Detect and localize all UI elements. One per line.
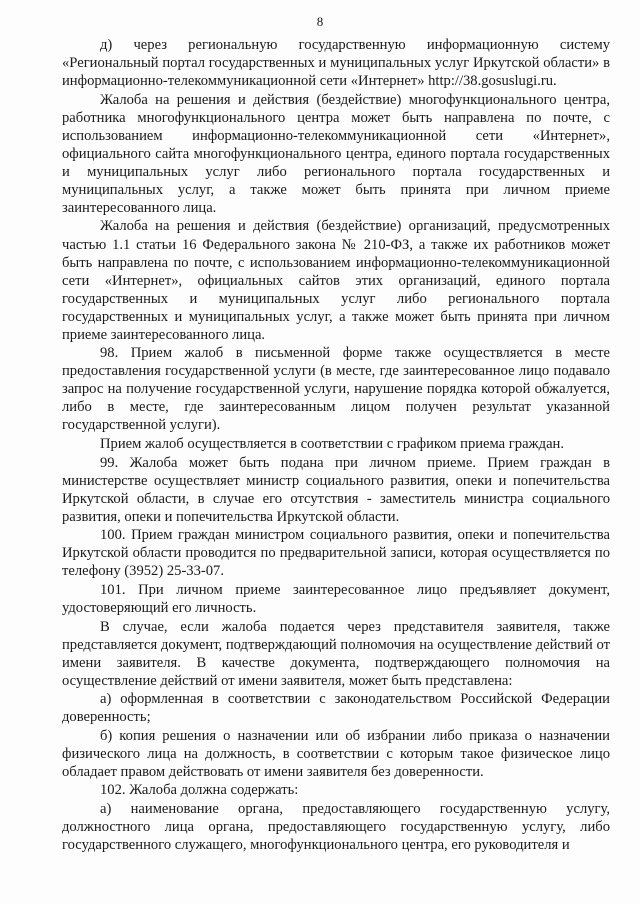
paragraph: 101. При личном приеме заинтересованное лицо предъявляет документ, удостоверяющий его личность. bbox=[62, 581, 610, 616]
paragraph: 102. Жалоба должна содержать: bbox=[100, 782, 299, 799]
paragraph: 98. Прием жалоб в письменной форме также осуществляется в месте предоставления государственной услуги (в месте, где заинтересованное лицо подавало запрос на получение государственной услуги, нарушение порядка которой обжалуется, либо в месте, где заинтересованным лицом получен результат указанной государственной услуги). bbox=[62, 345, 610, 434]
paragraph: д) через региональную государственную информационную систему «Региональный портал государственных и муниципальных услуг Иркутской области» в информационно-телекоммуникационной сети «Интернет» http://38.gosuslugi.ru. bbox=[62, 37, 610, 90]
paragraph: б) копия решения о назначении или об избрании либо приказа о назначении физического лица на должность, в соответствии с которым такое физическое лицо обладает правом действовать от имени заявителя без доверенности. bbox=[62, 727, 610, 780]
paragraph: Прием жалоб осуществляется в соответствии с графиком приема граждан. bbox=[100, 436, 564, 453]
paragraph: а) наименование органа, предоставляющего государственную услугу, должностного лица органа, предоставляющего государственную услугу, либо государственного служащего, многофункционального центра, его руководителя и bbox=[62, 800, 610, 854]
paragraph: Жалоба на решения и действия (бездействие) организаций, предусмотренных частью 1.1 статьи 16 Федерального закона № 210-ФЗ, а также их работников может быть направлена по почте, с использованием информационно-телекоммуникационной сети «Интернет», официальных сайтов этих организаций, единого портала государственных и муниципальных услуг либо регионального портала государственных и муниципальных услуг, а также может быть принята при личном приеме заинтересованного лица. bbox=[62, 218, 610, 343]
paragraph: В случае, если жалоба подается через представителя заявителя, также представляется документ, подтверждающий полномочия на осуществление действий от имени заявителя. В качестве документа, подтверждающего полномочия на осуществление действий от имени заявителя, может быть представлена: bbox=[62, 618, 610, 689]
paragraph: 100. Прием граждан министром социального развития, опеки и попечительства Иркутской области проводится по предварительной записи, которая осуществляется по телефону (3952) 25-33-07. bbox=[62, 527, 610, 580]
document-body bbox=[62, 36, 610, 855]
paragraph: 99. Жалоба может быть подана при личном приеме. Прием граждан в министерстве осуществляет министр социального развития, опеки и попечительства Иркутской области, в случае его отсутствия - заместитель министра социального развития, опеки и попечительства Иркутской области. bbox=[62, 454, 610, 525]
paragraph: Жалоба на решения и действия (бездействие) многофункционального центра, работника многофункционального центра может быть направлена по почте, с использованием информационно-телекоммуникационной сети «Интернет», официального сайта многофункционального центра, единого портала государственных и муниципальных услуг либо регионального портала государственных и муниципальных услуг, а также может быть принята при личном приеме заинтересованного лица. bbox=[62, 91, 610, 216]
paragraph: а) оформленная в соответствии с законодательством Российской Федерации доверенность; bbox=[62, 691, 610, 726]
page-number: 8 bbox=[316, 14, 324, 29]
